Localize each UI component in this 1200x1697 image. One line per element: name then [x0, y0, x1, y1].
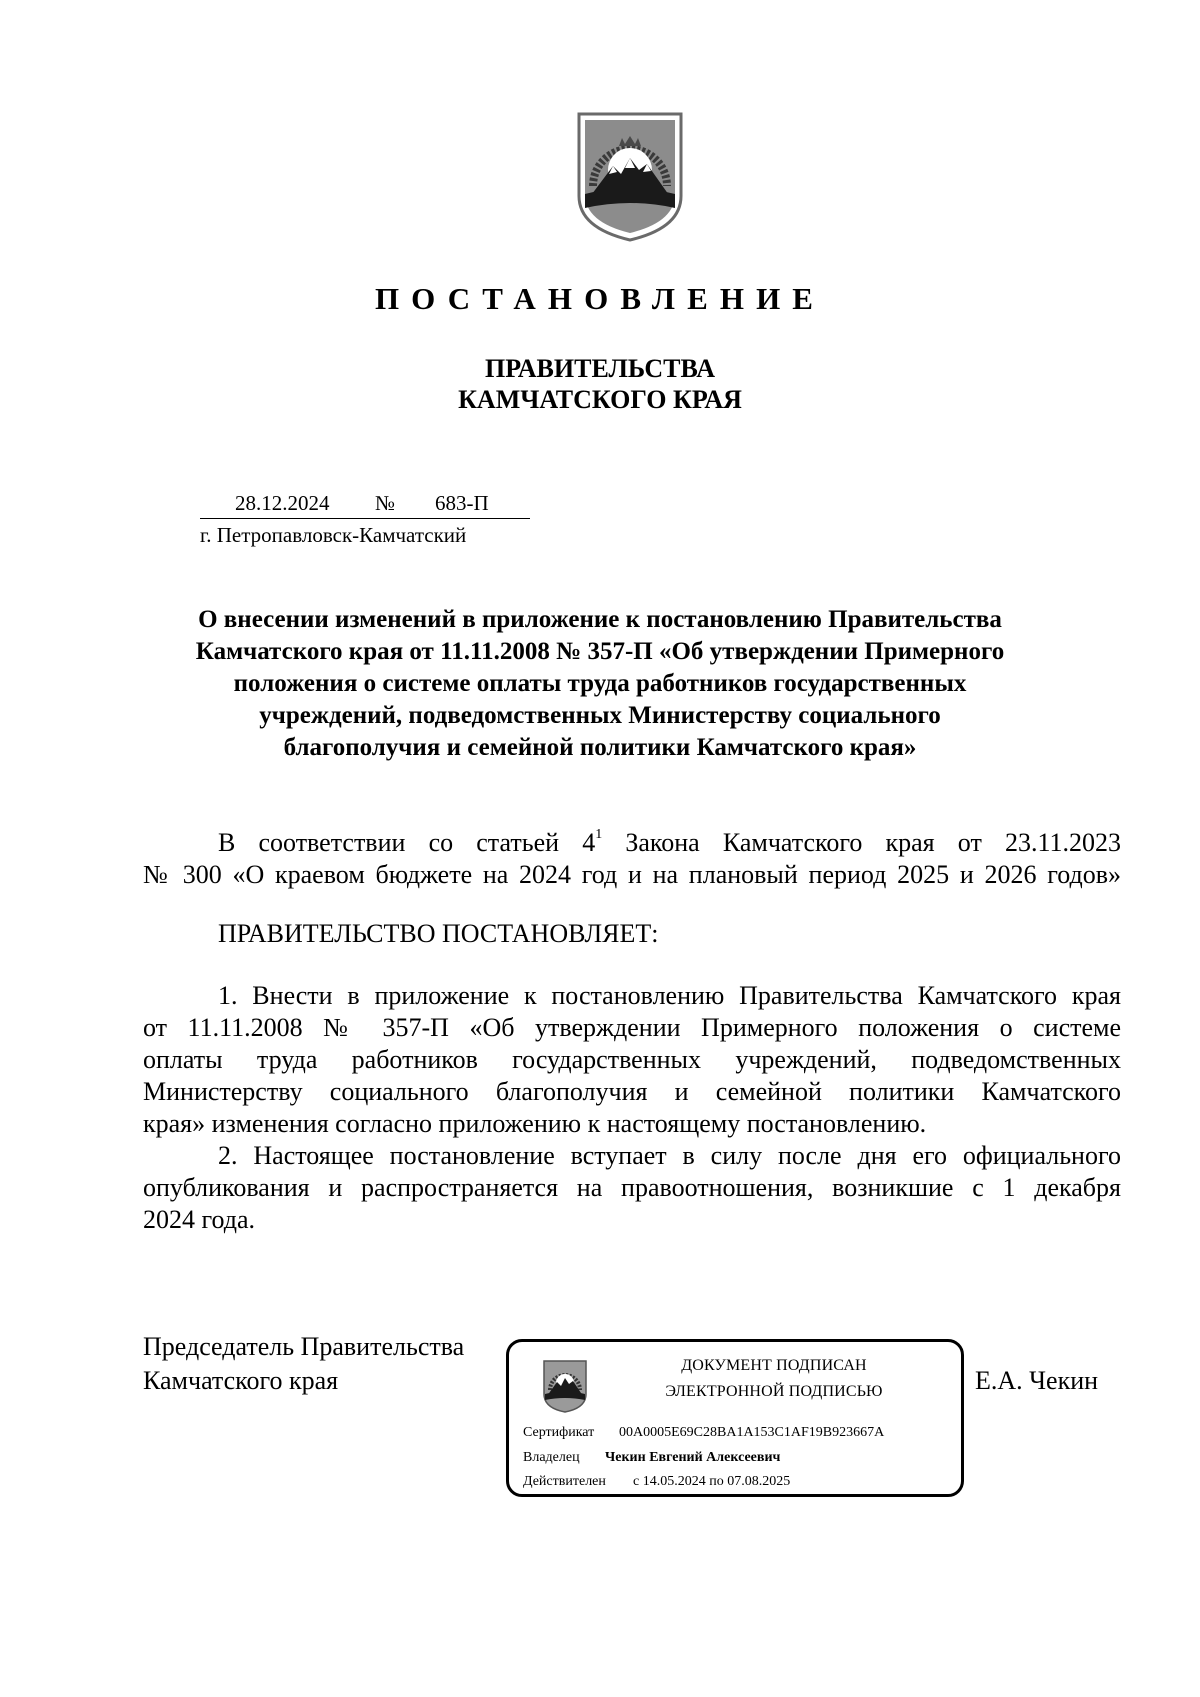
- certificate-value: 00A0005E69C28BA1A153C1AF19B923667A: [619, 1425, 885, 1440]
- point-2-line: опубликования и распространяется на правоотношения, возникшие с 1 декабря: [143, 1173, 1121, 1202]
- stamp-certificate-row: [523, 1424, 885, 1442]
- signatory-position: [143, 1330, 464, 1398]
- resolution-points: [143, 980, 1121, 1236]
- subject-line: благополучия и семейной политики Камчатского края»: [283, 734, 917, 761]
- date-number-line: [200, 490, 530, 519]
- city: г. Петропавловск-Камчатский: [200, 523, 467, 547]
- subject-line: положения о системе оплаты труда работников государственных: [233, 670, 967, 697]
- stamp-title-line-2: ЭЛЕКТРОННОЙ ПОДПИСЬЮ: [665, 1383, 883, 1400]
- owner-value: Чекин Евгений Алексеевич: [605, 1450, 781, 1465]
- preamble-superscript: 1: [595, 827, 603, 842]
- owner-label: Владелец: [523, 1450, 580, 1465]
- organization-line-1: ПРАВИТЕЛЬСТВА: [485, 354, 715, 383]
- organization-line-2: КАМЧАТСКОГО КРАЯ: [458, 385, 742, 414]
- subject-line: Камчатского края от 11.11.2008 № 357-П «Об утверждении Примерного: [195, 638, 1005, 665]
- stamp-title-line-1: ДОКУМЕНТ ПОДПИСАН: [681, 1357, 867, 1374]
- point-2-line: 2. Настоящее постановление вступает в силу после дня его официального: [218, 1141, 1121, 1170]
- point-1-line: оплаты труда работников государственных учреждений, подведомственных: [143, 1045, 1121, 1074]
- point-1-line: от 11.11.2008 № 357-П «Об утверждении Примерного положения о системе: [143, 1013, 1121, 1042]
- resolution-heading-text: ПРАВИТЕЛЬСТВО ПОСТАНОВЛЯЕТ:: [218, 919, 659, 948]
- stamp-validity-row: [523, 1473, 791, 1491]
- subject-line: О внесении изменений в приложение к постановлению Правительства: [198, 606, 1002, 633]
- number-sign: №: [375, 491, 396, 515]
- resolution-heading: [143, 918, 1121, 950]
- electronic-signature-stamp: [506, 1339, 964, 1497]
- point-1-line: края» изменения согласно приложению к настоящему постановлению.: [143, 1109, 927, 1138]
- document-number: 683-П: [435, 491, 489, 515]
- preamble-paragraph: [143, 827, 1121, 891]
- document-date: 28.12.2024: [235, 491, 330, 515]
- preamble-text: В соответствии со статьей 4: [218, 828, 596, 857]
- subject-line: учреждений, подведомственных Министерству социального: [259, 702, 941, 729]
- signatory-position-line: Камчатского края: [143, 1366, 339, 1395]
- preamble-line-2: № 300 «О краевом бюджете на 2024 год и на плановый период 2025 и 2026 годов»: [143, 860, 1121, 889]
- certificate-label: Сертификат: [523, 1425, 595, 1440]
- document-subject: [150, 604, 1050, 764]
- validity-label: Действителен: [523, 1474, 606, 1489]
- coat-of-arms-emblem: [575, 108, 685, 242]
- preamble-line-1: [143, 827, 1121, 859]
- signatory-position-line: Председатель Правительства: [143, 1332, 465, 1361]
- document-type-title: ПОСТАНОВЛЕНИЕ: [374, 281, 826, 316]
- signatory-name: Е.А. Чекин: [975, 1366, 1099, 1395]
- preamble-text: Закона Камчатского края от 23.11.2023: [602, 828, 1122, 857]
- point-2-line: 2024 года.: [143, 1205, 256, 1234]
- stamp-owner-row: [523, 1449, 781, 1467]
- validity-value: с 14.05.2024 по 07.08.2025: [633, 1474, 791, 1489]
- point-1-line: Министерству социального благополучия и семейной политики Камчатского: [143, 1077, 1121, 1106]
- point-1-line: 1. Внести в приложение к постановлению Правительства Камчатского края: [218, 981, 1121, 1010]
- stamp-emblem-icon: [541, 1358, 589, 1414]
